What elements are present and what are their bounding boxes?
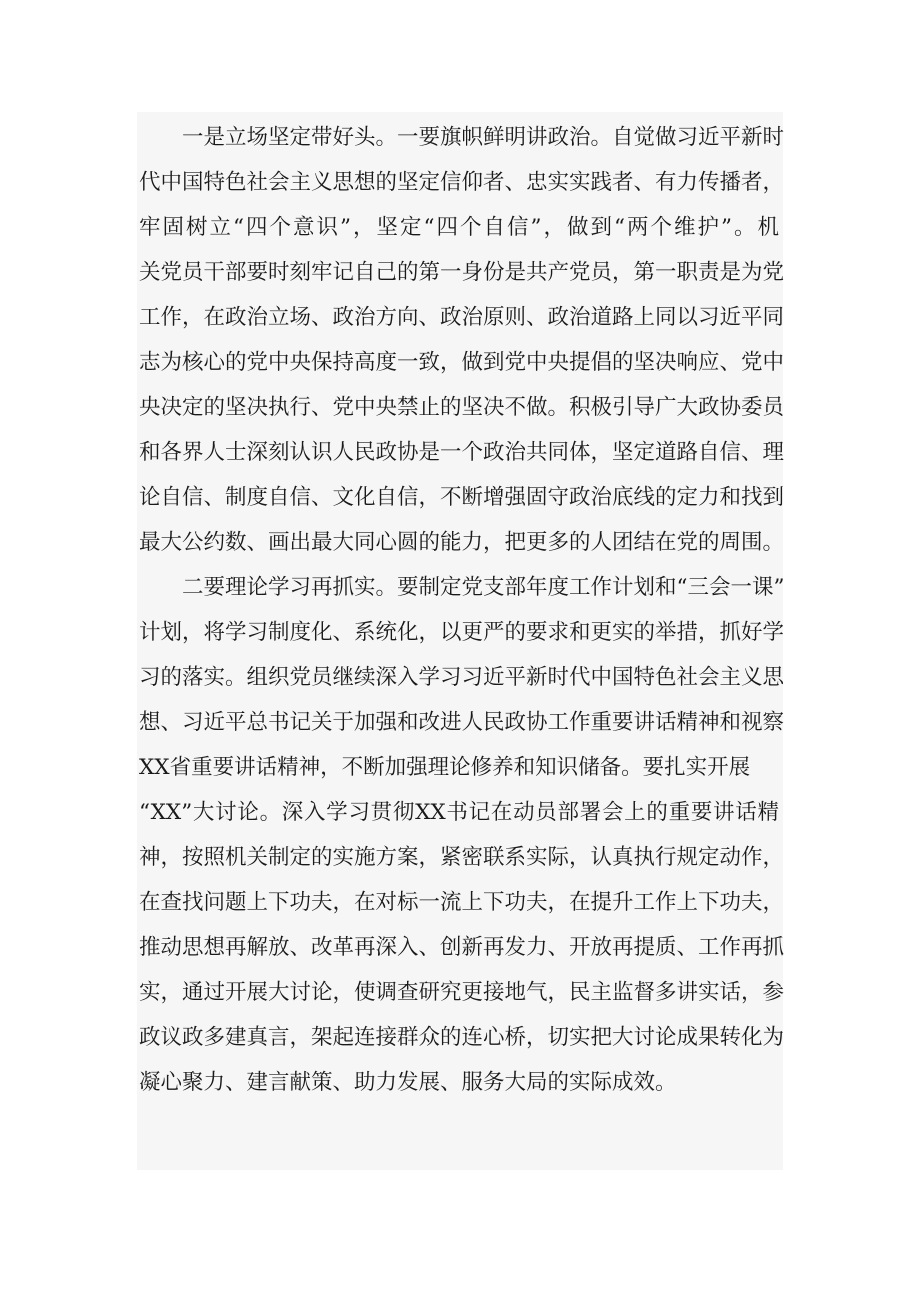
paragraph-line: 和各界人士深刻认识人民政协是一个政治共同体，坚定道路自信、理	[139, 440, 785, 465]
paragraph-line: 推动思想再解放、改革再深入、创新再发力、开放再提质、工作再抓	[139, 935, 785, 960]
paragraph-line: 想、习近平总书记关于加强和改进人民政协工作重要讲话精神和视察	[139, 710, 785, 735]
paragraph-line: “XX”大讨论。深入学习贯彻XX书记在动员部署会上的重要讲话精	[139, 800, 779, 825]
paragraph-line: 央决定的坚决执行、党中央禁止的坚决不做。积极引导广大政协委员	[139, 395, 785, 420]
text-block	[137, 112, 783, 1170]
paragraph-line: 论自信、制度自信、文化自信，不断增强固守政治底线的定力和找到	[139, 485, 785, 510]
paragraph-line: 凝心聚力、建言献策、助力发展、服务大局的实际成效。	[139, 1070, 677, 1095]
paragraph-line: 最大公约数、画出最大同心圆的能力，把更多的人团结在党的周围。	[139, 530, 785, 555]
paragraph-line: XX省重要讲话精神，不断加强理论修养和知识储备。要扎实开展	[139, 755, 751, 780]
paragraph-line: 志为核心的党中央保持高度一致，做到党中央提倡的坚决响应、党中	[139, 350, 785, 375]
paragraph-line: 一是立场坚定带好头。一要旗帜鲜明讲政治。自觉做习近平新时	[182, 125, 785, 150]
paragraph-line: 代中国特色社会主义思想的坚定信仰者、忠实实践者、有力传播者，	[139, 170, 785, 195]
paragraph-line: 关党员干部要时刻牢记自己的第一身份是共产党员，第一职责是为党	[139, 260, 785, 285]
paragraph-line: 工作，在政治立场、政治方向、政治原则、政治道路上同以习近平同	[139, 305, 785, 330]
paragraph-line: 在查找问题上下功夫，在对标一流上下功夫，在提升工作上下功夫，	[139, 890, 785, 915]
paragraph-line: 牢固树立“四个意识”，坚定“四个自信”，做到“两个维护”。机	[139, 215, 779, 240]
paragraph-line: 神，按照机关制定的实施方案，紧密联系实际，认真执行规定动作，	[139, 845, 785, 870]
paragraph-line: 计划，将学习制度化、系统化，以更严的要求和更实的举措，抓好学	[139, 620, 785, 645]
paragraph-line: 习的落实。组织党员继续深入学习习近平新时代中国特色社会主义思	[139, 665, 785, 690]
paragraph-line: 实，通过开展大讨论，使调查研究更接地气，民主监督多讲实话，参	[139, 980, 785, 1005]
paragraph-line: 政议政多建真言，架起连接群众的连心桥，切实把大讨论成果转化为	[139, 1025, 785, 1050]
paragraph-line: 二要理论学习再抓实。要制定党支部年度工作计划和“三会一课”	[182, 575, 785, 600]
